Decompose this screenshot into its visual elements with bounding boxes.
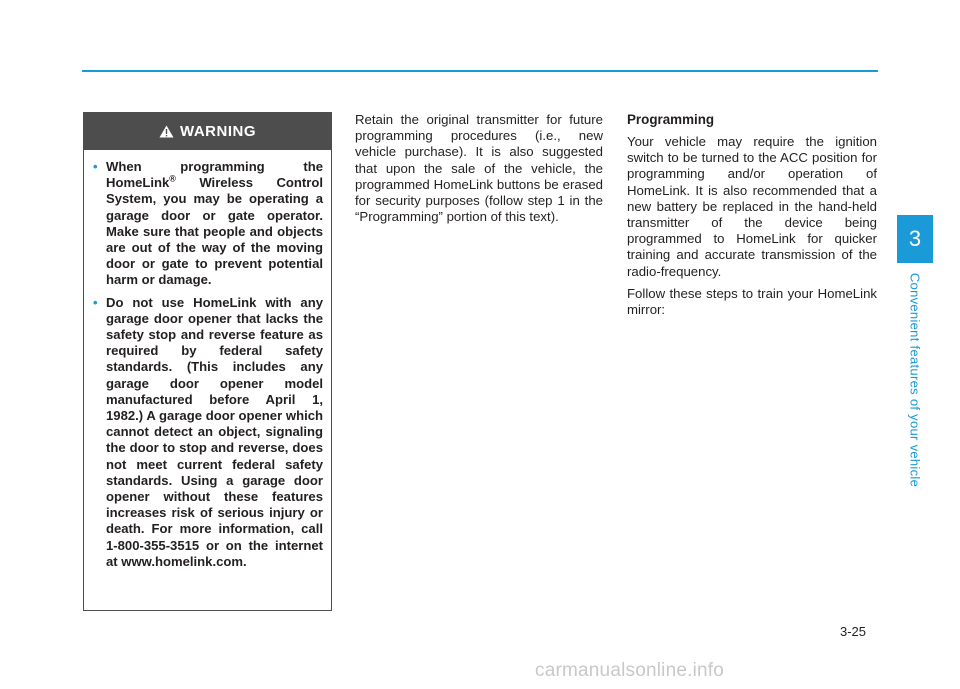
warning-triangle-icon	[159, 125, 174, 138]
chapter-number: 3	[908, 226, 922, 251]
body-paragraph: Your vehicle may require the ignition switch to be turned to the ACC position for programming and/or operation of HomeLink. It is also recommended that a new battery be replaced in the hand-held transmitter of the device being programmed to HomeLink for quicker training and accurate transmission of the radio-frequency.	[627, 134, 877, 279]
body-paragraph: Follow these steps to train your HomeLink mirror:	[627, 285, 877, 318]
warning-item-text: Do not use HomeLink with any garage door opener that lacks the safety stop and reverse feature as required by federal safety standards. (This includes any garage door opener model manufactured before April 1, 1982.) A garage door opener which cannot detect an object, signaling the door to stop and reverse, does not meet current federal safety standards. Using a garage door opener without these features increases risk of serious injury or death. For more information, call 1-800-355-3515 or on the internet at www.homelink.com.	[106, 294, 323, 569]
chapter-tab	[897, 215, 933, 263]
warning-item-text: Wireless Control System, you may be operating a garage door or gate operator. Make sure that people and objects are out of the way of the moving door or gate to prevent potential harm or damage.	[106, 175, 323, 288]
retain-transmitter-paragraph: Retain the original transmitter for future programming procedures (i.e., new vehicle purchase). It is also suggested that upon the sale of the vehicle, the programmed HomeLink buttons be erased for security purposes (follow step 1 in the “Programming” portion of this text).	[355, 112, 603, 225]
bullet-icon: •	[93, 159, 98, 174]
middle-column	[355, 112, 603, 231]
watermark: carmanualsonline.info	[535, 660, 725, 681]
right-column	[627, 112, 877, 324]
warning-box	[83, 112, 332, 611]
chapter-title: Convenient features of your vehicle	[907, 272, 923, 488]
warning-item	[93, 159, 323, 289]
top-rule	[82, 70, 878, 72]
section-heading: Programming	[627, 112, 715, 127]
warning-item	[93, 295, 323, 570]
registered-mark: ®	[169, 173, 176, 184]
page-number: 3-25	[840, 624, 867, 639]
bullet-icon: •	[93, 294, 98, 310]
warning-list	[84, 150, 331, 570]
warning-header	[84, 113, 331, 150]
warning-title: WARNING	[180, 123, 256, 140]
warning-item-text: When programming the HomeLink	[106, 159, 323, 191]
